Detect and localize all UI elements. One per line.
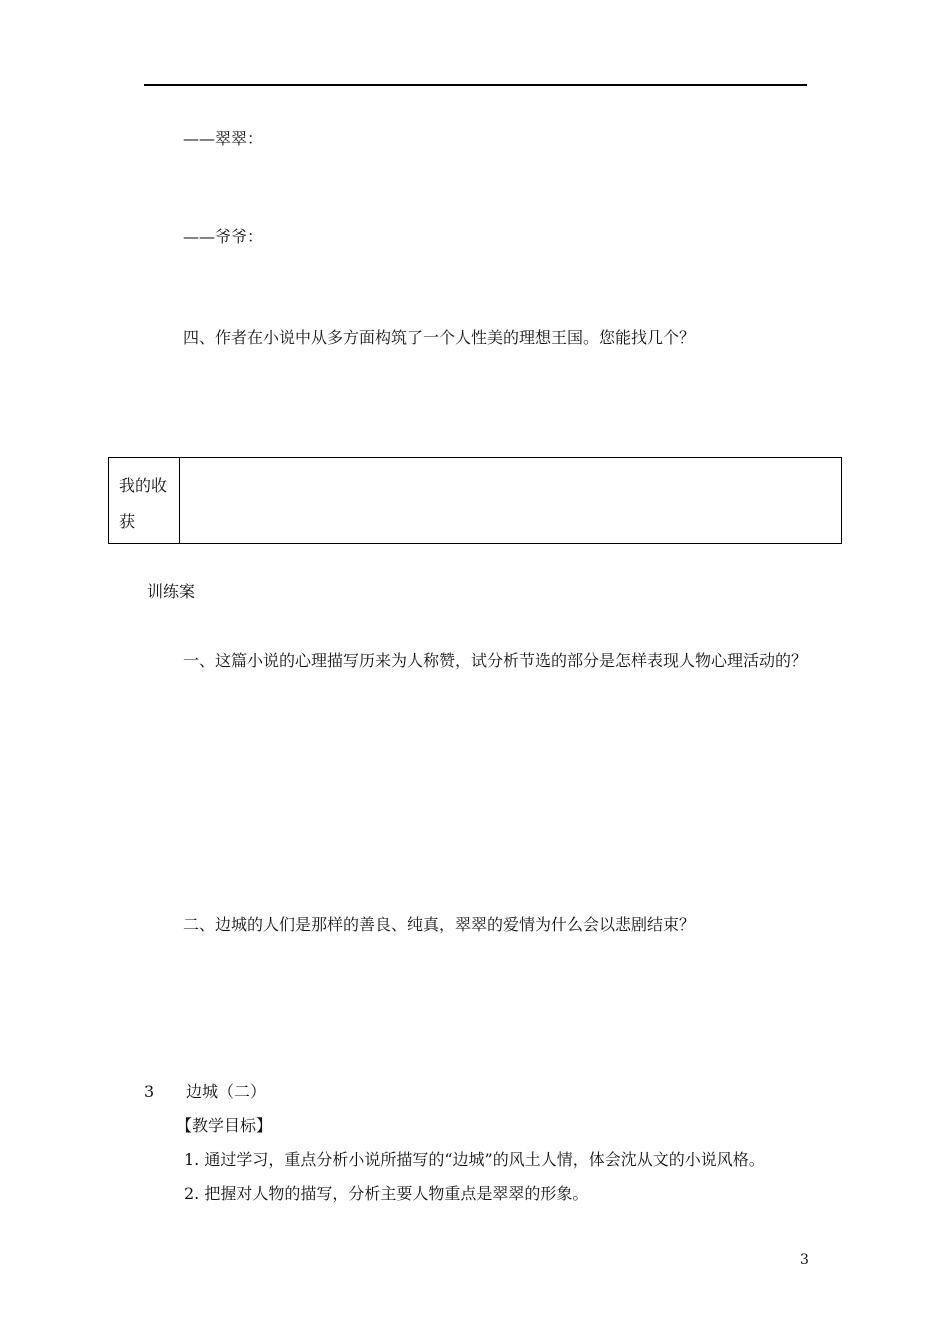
harvest-label-line1: 我的收 xyxy=(119,476,168,495)
header-rule xyxy=(144,84,807,86)
lesson-number: 3 xyxy=(144,1082,155,1101)
training-title: 训练案 xyxy=(147,582,196,601)
cuicui-line: ——翠翠： xyxy=(183,129,264,148)
lesson-title: 边城（二） xyxy=(186,1082,267,1101)
harvest-table xyxy=(108,457,842,544)
objective-one: 1. 通过学习，重点分析小说所描写的“边城”的风土人情，体会沈从文的小说风格。 xyxy=(184,1150,765,1169)
training-question-two: 二、边城的人们是那样的善良、纯真，翠翠的爱情为什么会以悲剧结束？ xyxy=(183,915,696,934)
question-four: 四、作者在小说中从多方面构筑了一个人性美的理想王国。您能找几个？ xyxy=(183,328,696,347)
yeye-line: ——爷爷： xyxy=(183,227,264,246)
objective-two: 2. 把握对人物的描写，分析主要人物重点是翠翠的形象。 xyxy=(184,1184,589,1203)
training-question-one: 一、这篇小说的心理描写历来为人称赞，试分析节选的部分是怎样表现人物心理活动的？ xyxy=(183,651,808,670)
harvest-label-cell xyxy=(109,458,180,543)
page-number: 3 xyxy=(800,1252,809,1268)
harvest-content-cell xyxy=(180,458,841,543)
harvest-label-line2: 获 xyxy=(119,512,136,531)
objectives-heading: 【教学目标】 xyxy=(176,1116,273,1135)
